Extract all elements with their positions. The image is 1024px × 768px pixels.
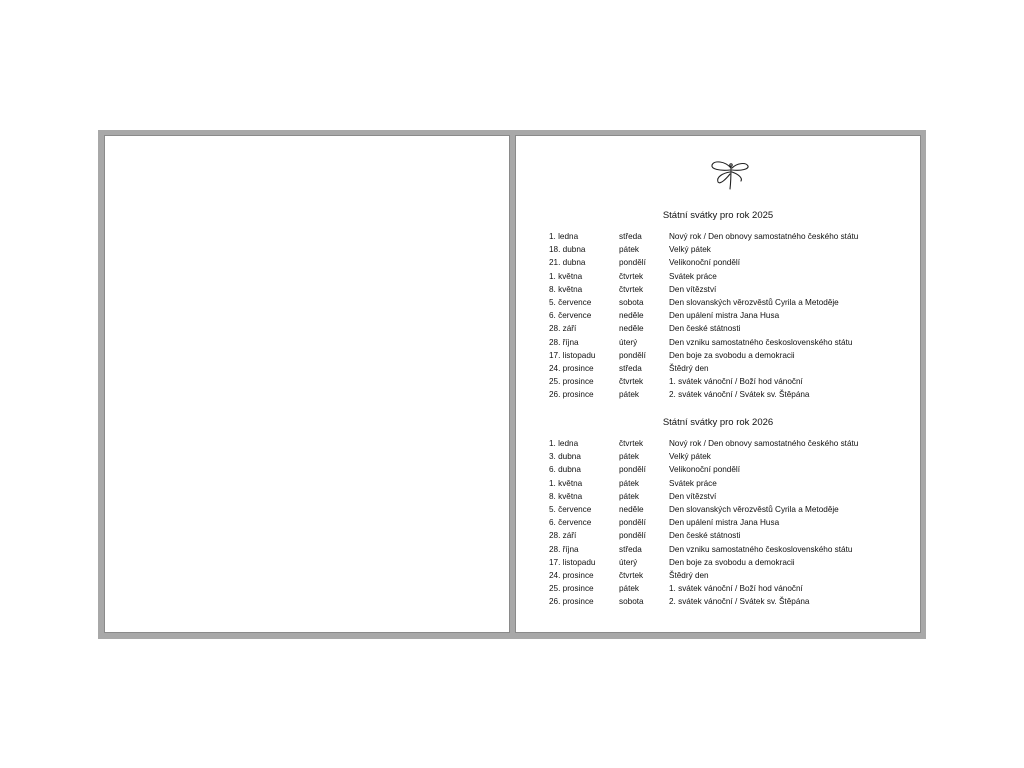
holiday-weekday: čtvrtek bbox=[619, 377, 644, 387]
holiday-row bbox=[549, 375, 889, 388]
holiday-date: 25. prosince bbox=[549, 584, 594, 594]
holiday-name: 1. svátek vánoční / Boží hod vánoční bbox=[669, 377, 803, 387]
holiday-date: 28. října bbox=[549, 337, 579, 347]
holiday-date: 6. července bbox=[549, 311, 592, 321]
holiday-weekday: pondělí bbox=[619, 258, 646, 268]
holiday-row bbox=[549, 463, 889, 476]
holiday-weekday: pondělí bbox=[619, 518, 646, 528]
holiday-weekday: pátek bbox=[619, 478, 640, 488]
holiday-weekday: pátek bbox=[619, 245, 640, 255]
holiday-row bbox=[549, 516, 889, 529]
holiday-date: 21. dubna bbox=[549, 258, 586, 268]
holiday-name: Den vítězství bbox=[669, 284, 717, 294]
holiday-weekday: sobota bbox=[619, 597, 644, 607]
holiday-date: 1. ledna bbox=[549, 439, 579, 448]
holiday-weekday: neděle bbox=[619, 324, 644, 334]
holiday-name: Štědrý den bbox=[669, 570, 709, 580]
holiday-row bbox=[549, 477, 889, 490]
holiday-name: Den vítězství bbox=[669, 491, 717, 501]
holiday-row bbox=[549, 437, 889, 450]
holiday-table-2025 bbox=[549, 230, 889, 401]
holiday-name: Den slovanských věrozvěstů Cyrila a Metoděje bbox=[669, 504, 839, 514]
holiday-row bbox=[549, 322, 889, 335]
holiday-row bbox=[549, 283, 889, 296]
holiday-name: Nový rok / Den obnovy samostatného českého státu bbox=[669, 439, 859, 448]
holiday-weekday: čtvrtek bbox=[619, 570, 644, 580]
holiday-row bbox=[549, 582, 889, 595]
holiday-weekday: čtvrtek bbox=[619, 439, 644, 448]
holiday-date: 28. října bbox=[549, 544, 579, 554]
holiday-weekday: pondělí bbox=[619, 531, 646, 541]
holiday-date: 25. prosince bbox=[549, 377, 594, 387]
holiday-weekday: čtvrtek bbox=[619, 284, 644, 294]
holiday-date: 28. září bbox=[549, 531, 577, 541]
holiday-row bbox=[549, 256, 889, 269]
section-title-2026: Státní svátky pro rok 2026 bbox=[662, 417, 774, 428]
holiday-name: Den vzniku samostatného československého státu bbox=[669, 544, 853, 554]
holiday-name: Velký pátek bbox=[669, 452, 711, 462]
holiday-row bbox=[549, 230, 889, 243]
holiday-date: 26. prosince bbox=[549, 597, 594, 607]
holiday-weekday: středa bbox=[619, 232, 642, 241]
holiday-date: 5. července bbox=[549, 297, 592, 307]
holiday-row bbox=[549, 490, 889, 503]
holiday-name: 1. svátek vánoční / Boží hod vánoční bbox=[669, 584, 803, 594]
holiday-name: Velikonoční pondělí bbox=[669, 258, 741, 268]
holiday-weekday: úterý bbox=[619, 337, 638, 347]
holiday-row bbox=[549, 556, 889, 569]
holiday-row bbox=[549, 543, 889, 556]
holiday-weekday: neděle bbox=[619, 504, 644, 514]
right-page bbox=[515, 135, 921, 633]
holiday-name: Štědrý den bbox=[669, 363, 709, 373]
holiday-weekday: pátek bbox=[619, 452, 640, 462]
holiday-row bbox=[549, 529, 889, 542]
holiday-weekday: čtvrtek bbox=[619, 271, 644, 281]
holiday-name: 2. svátek vánoční / Svátek sv. Štěpána bbox=[669, 390, 810, 400]
holiday-date: 5. července bbox=[549, 504, 592, 514]
holiday-weekday: pondělí bbox=[619, 465, 646, 475]
holiday-date: 6. července bbox=[549, 518, 592, 528]
holiday-date: 8. května bbox=[549, 491, 583, 501]
holiday-row bbox=[549, 270, 889, 283]
holiday-name: Den upálení mistra Jana Husa bbox=[669, 311, 780, 321]
holiday-weekday: středa bbox=[619, 544, 642, 554]
section-title-2025: Státní svátky pro rok 2025 bbox=[662, 210, 774, 221]
holiday-row bbox=[549, 336, 889, 349]
holiday-date: 1. května bbox=[549, 271, 583, 281]
holiday-row bbox=[549, 503, 889, 516]
holiday-row bbox=[549, 243, 889, 256]
holiday-date: 8. května bbox=[549, 284, 583, 294]
holiday-weekday: pondělí bbox=[619, 350, 646, 360]
holiday-name: Den slovanských věrozvěstů Cyrila a Metoděje bbox=[669, 297, 839, 307]
holiday-date: 18. dubna bbox=[549, 245, 586, 255]
holiday-row bbox=[549, 388, 889, 401]
holiday-date: 24. prosince bbox=[549, 570, 594, 580]
holiday-date: 17. listopadu bbox=[549, 557, 596, 567]
holiday-weekday: pátek bbox=[619, 584, 640, 594]
holiday-row bbox=[549, 309, 889, 322]
holiday-weekday: pátek bbox=[619, 491, 640, 501]
holiday-name: Den vzniku samostatného československého státu bbox=[669, 337, 853, 347]
holiday-date: 24. prosince bbox=[549, 363, 594, 373]
holiday-weekday: sobota bbox=[619, 297, 644, 307]
holiday-date: 28. září bbox=[549, 324, 577, 334]
holiday-date: 1. ledna bbox=[549, 232, 579, 241]
holiday-name: Den boje za svobodu a demokracii bbox=[669, 557, 795, 567]
holiday-name: Den boje za svobodu a demokracii bbox=[669, 350, 795, 360]
holiday-row bbox=[549, 296, 889, 309]
holiday-name: Velikonoční pondělí bbox=[669, 465, 741, 475]
holiday-name: Velký pátek bbox=[669, 245, 711, 255]
holiday-row bbox=[549, 349, 889, 362]
holiday-name: Nový rok / Den obnovy samostatného českého státu bbox=[669, 232, 859, 241]
holiday-date: 6. dubna bbox=[549, 465, 581, 475]
holiday-name: Den české státnosti bbox=[669, 324, 741, 334]
holiday-date: 26. prosince bbox=[549, 390, 594, 400]
holiday-table-2026 bbox=[549, 437, 889, 608]
holiday-name: Den upálení mistra Jana Husa bbox=[669, 518, 780, 528]
holiday-name: 2. svátek vánoční / Svátek sv. Štěpána bbox=[669, 597, 810, 607]
holiday-weekday: úterý bbox=[619, 557, 638, 567]
holiday-weekday: neděle bbox=[619, 311, 644, 321]
holiday-name: Svátek práce bbox=[669, 271, 717, 281]
dragonfly-icon bbox=[710, 159, 752, 191]
holiday-date: 17. listopadu bbox=[549, 350, 596, 360]
holiday-name: Den české státnosti bbox=[669, 531, 741, 541]
holiday-row bbox=[549, 362, 889, 375]
holiday-date: 1. května bbox=[549, 478, 583, 488]
holiday-name: Svátek práce bbox=[669, 478, 717, 488]
holiday-row bbox=[549, 450, 889, 463]
document-spread bbox=[98, 130, 926, 639]
holiday-row bbox=[549, 569, 889, 582]
holiday-weekday: středa bbox=[619, 363, 642, 373]
left-page bbox=[104, 135, 510, 633]
holiday-row bbox=[549, 595, 889, 608]
holiday-date: 3. dubna bbox=[549, 452, 581, 462]
holiday-weekday: pátek bbox=[619, 390, 640, 400]
